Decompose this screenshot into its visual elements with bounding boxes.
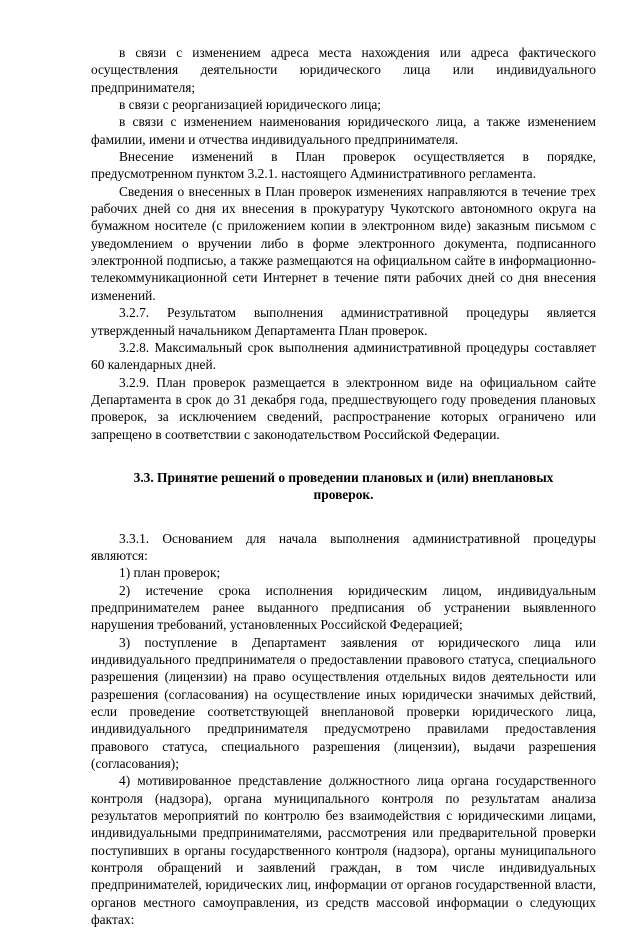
list-item: 3) поступление в Департамент заявления от юридического лица или индивидуального предпринимателя о предоставлении правового статуса, специального разрешения (лицензии) на право осуществления отдельных видов деятельности или разрешения (согласования) на осуществление иных юридически значимых действий, если проведение соответствующей внеплановой проверки юридического лица, индивидуального предпринимателя предусмотрено правилами предоставления правового статуса, специального разрешения (лицензии), выдачи разрешения (согласования); <box>91 634 596 772</box>
paragraph: в связи с реорганизацией юридического лица; <box>119 97 382 113</box>
paragraph: в связи с изменением адреса места нахождения или адреса фактического осуществления деятельности юридического лица или индивидуального предпринимателя; <box>91 45 596 95</box>
paragraph: 3.2.7. Результатом выполнения административной процедуры является утвержденный начальником Департамента План проверок. <box>91 305 596 338</box>
document-page <box>91 44 596 929</box>
list-item: 4) мотивированное представление должностного лица органа государственного контроля (надзора), органа муниципального контроля по результатам анализа результатов мероприятий по контролю без взаимодействия с юридическими лицами, индивидуальными предпринимателями, рассмотрения или предварительной проверки поступивших в органы государственного контроля (надзора), органы муниципального контроля обращений и заявлений граждан, в том числе индивидуальных предпринимателей, юридических лиц, информации от органов государственной власти, органов местного самоуправления, из средств массовой информации о следующих фактах: <box>91 773 596 928</box>
paragraph: 3.2.8. Максимальный срок выполнения административной процедуры составляет 60 календарных дней. <box>91 339 596 373</box>
paragraph: 3.3.1. Основанием для начала выполнения административной процедуры являются: <box>91 530 596 563</box>
section-heading: 3.3. Принятие решений о проведении плановых и (или) внеплановых проверок. <box>133 469 554 503</box>
list-item: 1) план проверок; <box>119 565 221 581</box>
paragraph: Внесение изменений в План проверок осуществляется в порядке, предусмотренном пунктом 3.2.1. настоящего Административного регламента. <box>91 149 596 182</box>
paragraph: 3.2.9. План проверок размещается в электронном виде на официальном сайте Департамента в срок до 31 декабря года, предшествующего году проведения плановых проверок, за исключением сведений, распространение которых ограничено или запрещено в соответствии с законодательством Российской Федерации. <box>91 374 596 442</box>
list-item: 2) истечение срока исполнения юридическим лицом, индивидуальным предпринимателем ранее выданного предписания об устранении выявленного нарушения требований, установленных Российской Федерацией; <box>91 582 596 633</box>
paragraph: в связи с изменением наименования юридического лица, а также изменением фамилии, имени и отчества индивидуального предпринимателя. <box>91 114 596 147</box>
paragraph: Сведения о внесенных в План проверок изменениях направляются в течение трех рабочих дней со дня их внесения в прокуратуру Чукотского автономного округа на бумажном носителе (с приложением копии в электронном виде) заказным письмом с уведомлением о вручении либо в форме электронного документа, подписанного электронной подписью, а также размещаются на официальном сайте в информационно-телекоммуникационной сети Интернет в течение пяти рабочих дней со дня внесения изменений. <box>91 183 596 303</box>
